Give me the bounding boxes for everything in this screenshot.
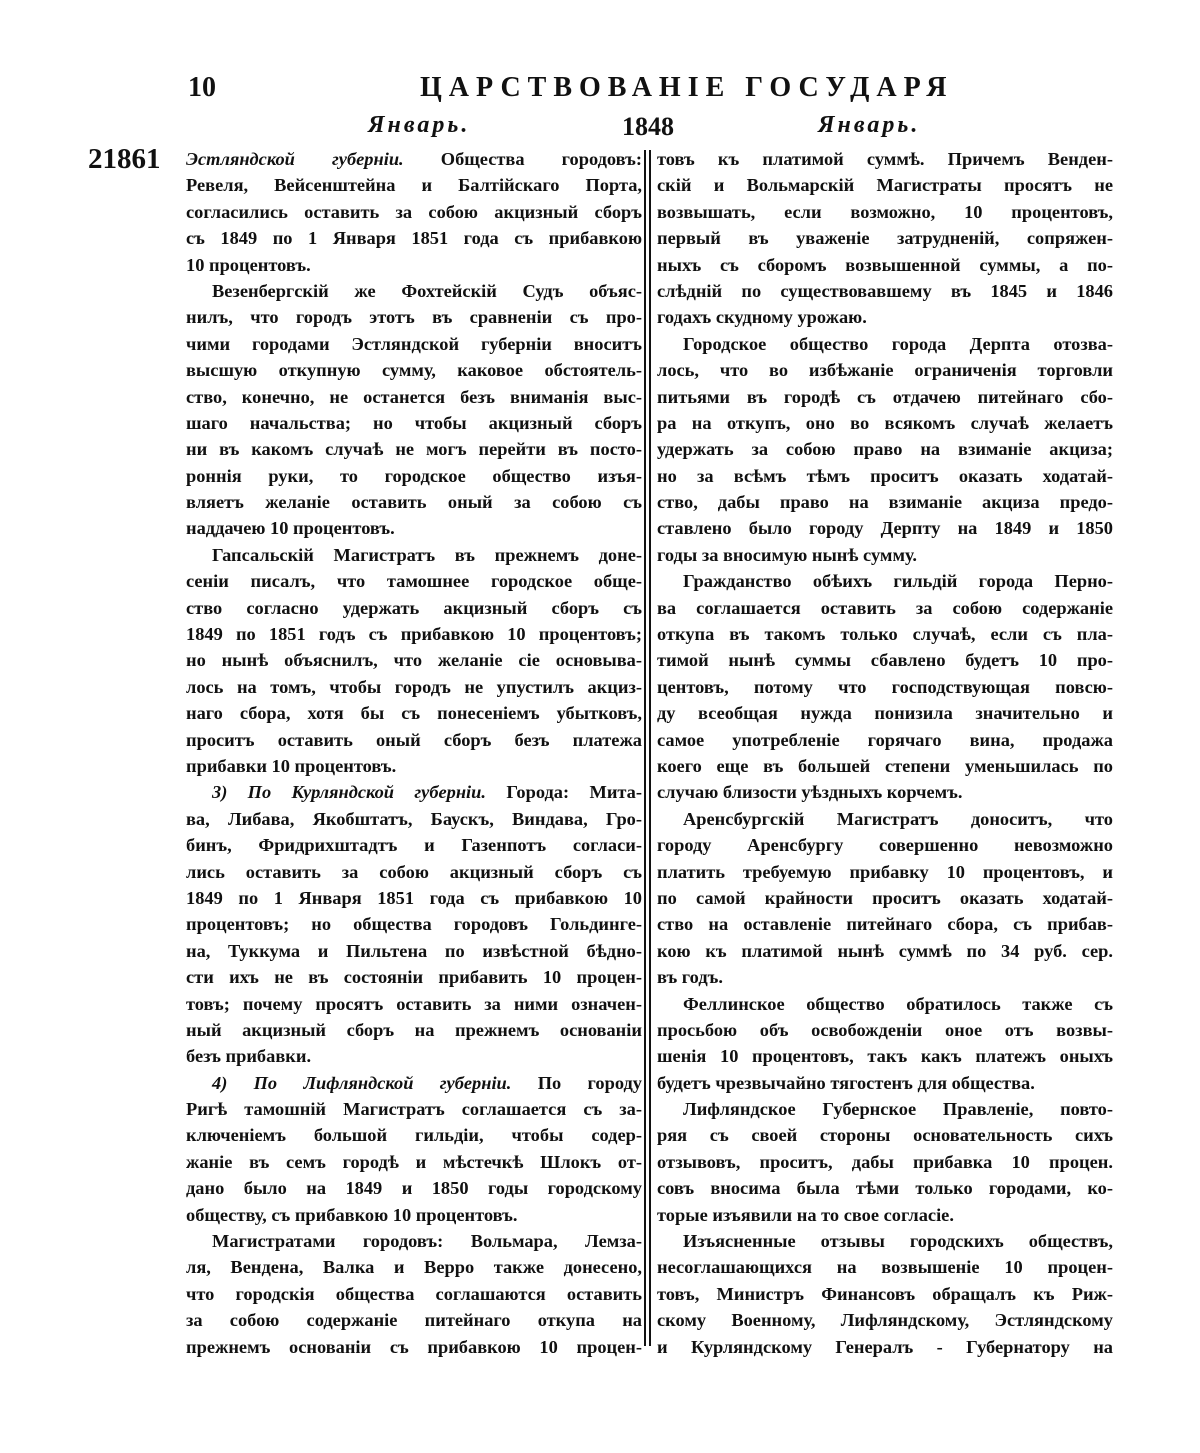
line-text: ду всеобщая нужда понизила значительно и <box>657 703 1113 724</box>
text-line <box>657 146 1113 172</box>
line-text: Лифляндское Губернское Правленіе, повто- <box>683 1099 1113 1120</box>
text-line <box>657 304 1113 330</box>
text-line <box>186 700 642 726</box>
line-text: 1849 по 1851 годъ съ прибавкою 10 процентовъ; <box>186 624 642 645</box>
text-line <box>657 1149 1113 1175</box>
line-text: ля, Вендена, Валка и Верро также донесено, <box>186 1257 642 1278</box>
line-text: платить требуемую прибавку 10 процентовъ, и <box>657 861 1113 882</box>
text-line <box>657 806 1113 832</box>
column-divider <box>644 150 646 1346</box>
line-text: но нынѣ объяснилъ, что желаніе сіе основыва- <box>186 650 642 671</box>
line-text: ва соглашается оставить за собою содержаніе <box>657 597 1113 618</box>
text-line <box>186 674 642 700</box>
text-line <box>657 1202 1113 1228</box>
line-text: Аренсбургскій Магистратъ доноситъ, что <box>683 808 1113 829</box>
text-line <box>657 1307 1113 1333</box>
line-text: тимой нынѣ суммы сбавлено будетъ 10 про- <box>657 650 1113 671</box>
line-text: ство на оставленіе питейнаго сбора, съ прибав- <box>657 914 1113 935</box>
text-line <box>186 1307 642 1333</box>
line-text: съ 1849 по 1 Января 1851 года съ прибавкою <box>186 228 642 249</box>
line-text: питьями въ городѣ съ отдачею питейнаго сбо- <box>657 386 1113 407</box>
column-divider <box>649 150 651 1346</box>
line-text: Общества городовъ: <box>403 149 642 169</box>
line-text: лись оставить за собою акцизный сборъ съ <box>186 861 642 882</box>
text-line <box>186 146 642 172</box>
line-text: Гапсальскій Магистратъ въ прежнемъ доне- <box>212 544 642 565</box>
text-line <box>657 568 1113 594</box>
text-line <box>657 911 1113 937</box>
month-right: Январь. <box>818 112 921 138</box>
text-line <box>186 225 642 251</box>
text-line <box>186 595 642 621</box>
line-text: 10 процентовъ. <box>186 254 311 275</box>
line-text: возвышать, если возможно, 10 процентовъ, <box>657 201 1113 222</box>
line-text: несоглашающихся на возвышеніе 10 процен- <box>657 1257 1113 1278</box>
text-column-left <box>186 146 642 1360</box>
line-text: коего еще въ большей степени уменьшилась по <box>657 755 1113 776</box>
text-line <box>186 938 642 964</box>
line-text: центовъ, потому что господствующая повсю- <box>657 676 1113 697</box>
text-line <box>186 991 642 1017</box>
text-line <box>657 1281 1113 1307</box>
line-text: ство согласно удержать акцизный сборъ съ <box>186 597 642 618</box>
text-line <box>657 410 1113 436</box>
text-line <box>657 674 1113 700</box>
line-text: скому Военному, Лифляндскому, Эстляндскому <box>657 1310 1113 1331</box>
line-text: шаго начальства; но чтобы акцизный сборъ <box>186 412 642 433</box>
text-line <box>186 357 642 383</box>
line-text: вляетъ желаніе оставить оный за собою съ <box>186 492 642 513</box>
text-line <box>657 647 1113 673</box>
text-line <box>657 542 1113 568</box>
text-line <box>186 436 642 462</box>
text-line <box>186 384 642 410</box>
text-line <box>186 1043 642 1069</box>
text-line <box>657 885 1113 911</box>
text-line <box>657 515 1113 541</box>
line-text: случаю близости уѣздныхъ корчемъ. <box>657 782 963 803</box>
text-line <box>657 753 1113 779</box>
line-text: лось, что во избѣжаніе ограниченія торговли <box>657 360 1113 381</box>
line-text: По городу <box>511 1072 642 1093</box>
text-line <box>657 436 1113 462</box>
text-line <box>186 542 642 568</box>
text-line <box>186 779 642 805</box>
text-line <box>657 384 1113 410</box>
text-line <box>186 1281 642 1307</box>
text-line <box>186 1017 642 1043</box>
line-text: процентовъ; но общества городовъ Гольдинге- <box>186 914 642 935</box>
line-text: ра на откупъ, оно во всякомъ случаѣ желаетъ <box>657 412 1113 433</box>
line-text: ныхъ съ сборомъ возвышенной суммы, а по- <box>657 254 1113 275</box>
text-line <box>186 859 642 885</box>
line-text: товъ, Министръ Финансовъ обращалъ къ Риж- <box>657 1283 1113 1304</box>
text-line <box>657 463 1113 489</box>
line-text: товъ къ платимой суммѣ. Причемъ Венден- <box>657 149 1113 169</box>
text-line <box>657 1017 1113 1043</box>
line-text: Ригѣ тамошній Магистратъ соглашается съ за- <box>186 1099 642 1120</box>
text-line <box>657 278 1113 304</box>
text-line <box>186 1175 642 1201</box>
line-text: нилъ, что городъ этотъ въ сравненіи съ про- <box>186 307 642 328</box>
text-line <box>186 1070 642 1096</box>
line-text: годахъ скудному урожаю. <box>657 307 867 328</box>
text-line <box>186 1096 642 1122</box>
text-line <box>657 1175 1113 1201</box>
text-line <box>186 278 642 304</box>
text-line <box>186 1254 642 1280</box>
line-text: чими городами Эстляндской губерніи вноситъ <box>186 333 642 354</box>
text-line <box>657 1096 1113 1122</box>
text-line <box>657 779 1113 805</box>
text-line <box>186 1149 642 1175</box>
line-text: Изъясненные отзывы городскихъ обществъ, <box>683 1231 1113 1252</box>
line-text: жаніе въ семъ городѣ и мѣстечкѣ Шлокъ от- <box>186 1151 642 1172</box>
line-text: Ревеля, Вейсенштейна и Балтійскаго Порта, <box>186 175 642 196</box>
text-column-right <box>657 146 1113 1360</box>
line-text: слѣдній по существовавшему въ 1845 и 1846 <box>657 280 1113 301</box>
line-text: просьбою объ освобожденіи оное отъ возвы- <box>657 1019 1113 1040</box>
text-line <box>657 859 1113 885</box>
line-text: ряя съ своей стороны основательность сихъ <box>657 1125 1113 1146</box>
line-text: первый въ уваженіе затрудненій, сопряжен- <box>657 228 1113 249</box>
line-text: и Курляндскому Генералъ - Губернатору на <box>657 1336 1113 1357</box>
text-line <box>657 172 1113 198</box>
text-line <box>186 1334 642 1360</box>
text-line <box>657 1254 1113 1280</box>
text-line <box>186 1202 642 1228</box>
text-line <box>186 621 642 647</box>
line-text: дано было на 1849 и 1850 годы городскому <box>186 1178 642 1199</box>
line-text: ни въ какомъ случаѣ не могъ перейти въ посто- <box>186 439 642 460</box>
text-line <box>186 199 642 225</box>
line-text: 1849 по 1 Января 1851 года съ прибавкою 10 <box>186 887 642 908</box>
text-line <box>186 647 642 673</box>
text-line <box>186 463 642 489</box>
line-text: сеніи писалъ, что тамошнее городское обще- <box>186 571 642 592</box>
line-text: проситъ оставить оный сборъ безъ платежа <box>186 729 642 750</box>
text-line <box>657 621 1113 647</box>
text-line <box>657 489 1113 515</box>
line-text: скій и Вольмарскій Магистраты просятъ не <box>657 175 1113 196</box>
line-text: совъ вносима была тѣми только городами, ко- <box>657 1178 1113 1199</box>
text-line <box>186 568 642 594</box>
text-line <box>186 489 642 515</box>
line-text: обществу, съ прибавкою 10 процентовъ. <box>186 1204 518 1225</box>
text-line <box>657 938 1113 964</box>
text-line <box>186 964 642 990</box>
section-heading: Эстляндской губерніи. <box>186 149 404 169</box>
line-text: Города: Мита- <box>486 782 642 803</box>
line-text: Городское общество города Дерпта отозва- <box>683 333 1113 354</box>
line-text: ключеніемъ большой гильдіи, чтобы содер- <box>186 1125 642 1146</box>
line-text: товъ; почему просятъ оставить за ними означен- <box>186 993 642 1014</box>
line-text: ство, конечно, не останется безъ вниманія выс- <box>186 386 642 407</box>
line-text: шенія 10 процентовъ, такъ какъ платежъ оныхъ <box>657 1046 1113 1067</box>
line-text: но за всѣмъ тѣмъ проситъ оказать ходатай- <box>657 465 1113 486</box>
text-line <box>186 515 642 541</box>
line-text: удержать за собою право на взиманіе акциза; <box>657 439 1113 460</box>
line-text: по самой крайности проситъ оказать ходатай- <box>657 887 1113 908</box>
page-number: 10 <box>188 72 216 103</box>
line-text: кою къ платимой нынѣ суммѣ по 34 руб. сер. <box>657 940 1113 961</box>
line-text: на, Туккума и Пильтена по извѣстной бѣдно- <box>186 940 642 961</box>
line-text: Магистратами городовъ: Вольмара, Лемза- <box>212 1231 642 1252</box>
line-text: прежнемъ основаніи съ прибавкою 10 процен- <box>186 1336 642 1357</box>
line-text: безъ прибавки. <box>186 1046 312 1067</box>
line-text: годы за вносимую нынѣ сумму. <box>657 544 917 565</box>
text-line <box>186 172 642 198</box>
text-line <box>657 1228 1113 1254</box>
entry-number: 21861 <box>88 143 161 175</box>
running-title: ЦАРСТВОВАНІЕ ГОСУДАРЯ <box>420 72 954 103</box>
section-heading: 4) По Лифляндской губерніи. <box>212 1072 512 1093</box>
line-text: ва, Либава, Якобштатъ, Баускъ, Виндава, Гро- <box>186 808 642 829</box>
line-text: самое употребленіе горячаго вина, продажа <box>657 729 1113 750</box>
text-line <box>657 832 1113 858</box>
text-line <box>657 252 1113 278</box>
line-text: согласились оставить за собою акцизный сборъ <box>186 201 642 222</box>
year: 1848 <box>622 112 674 141</box>
month-left: Январь. <box>368 112 471 138</box>
line-text: лось на томъ, чтобы городъ не упустилъ акциз- <box>186 676 642 697</box>
text-line <box>186 885 642 911</box>
text-line <box>657 700 1113 726</box>
text-line <box>657 199 1113 225</box>
text-line <box>657 1070 1113 1096</box>
line-text: ставлено было городу Дерпту на 1849 и 1850 <box>657 518 1113 539</box>
line-text: сти ихъ не въ состояніи прибавить 10 процен- <box>186 967 642 988</box>
line-text: наго сбора, хотя бы съ понесеніемъ убытковъ, <box>186 703 642 724</box>
line-text: торые изъявили на то свое согласіе. <box>657 1204 954 1225</box>
text-line <box>186 410 642 436</box>
text-line <box>186 304 642 330</box>
line-text: отзывовъ, проситъ, дабы прибавка 10 процен. <box>657 1151 1113 1172</box>
text-line <box>186 252 642 278</box>
text-line <box>657 991 1113 1017</box>
text-line <box>657 727 1113 753</box>
line-text: что городскія общества соглашаются оставить <box>186 1283 642 1304</box>
text-line <box>186 727 642 753</box>
line-text: высшую откупную сумму, каковое обстоятель- <box>186 360 642 381</box>
line-text: за собою содержаніе питейнаго откупа на <box>186 1310 642 1331</box>
line-text: прибавки 10 процентовъ. <box>186 755 397 776</box>
text-line <box>186 1228 642 1254</box>
line-text: ство, дабы право на взиманіе акциза предо- <box>657 492 1113 513</box>
text-line <box>657 1334 1113 1360</box>
line-text: откупа въ такомъ только случаѣ, если съ пла- <box>657 624 1113 645</box>
line-text: Феллинское общество обратилось также съ <box>683 993 1113 1014</box>
line-text: Гражданство обѣихъ гильдій города Перно- <box>683 571 1113 592</box>
text-line <box>186 832 642 858</box>
text-line <box>186 806 642 832</box>
text-line <box>186 331 642 357</box>
text-line <box>186 1122 642 1148</box>
line-text: будетъ чрезвычайно тягостенъ для общества. <box>657 1072 1035 1093</box>
text-line <box>186 753 642 779</box>
line-text: Везенбергскій же Фохтейскій Судъ объяс- <box>212 280 642 301</box>
text-line <box>186 911 642 937</box>
line-text: въ годъ. <box>657 967 723 988</box>
text-line <box>657 964 1113 990</box>
section-heading: 3) По Курляндской губерніи. <box>212 782 486 803</box>
line-text: ный акцизный сборъ на прежнемъ основаніи <box>186 1019 642 1040</box>
text-line <box>657 1043 1113 1069</box>
line-text: наддачею 10 процентовъ. <box>186 518 395 539</box>
text-line <box>657 331 1113 357</box>
text-line <box>657 1122 1113 1148</box>
line-text: бинъ, Фридрихштадтъ и Газенпотъ согласи- <box>186 835 642 856</box>
line-text: роннія руки, то городское общество изъя- <box>186 465 642 486</box>
text-line <box>657 225 1113 251</box>
text-line <box>657 357 1113 383</box>
line-text: городу Аренсбургу совершенно невозможно <box>657 835 1113 856</box>
text-line <box>657 595 1113 621</box>
